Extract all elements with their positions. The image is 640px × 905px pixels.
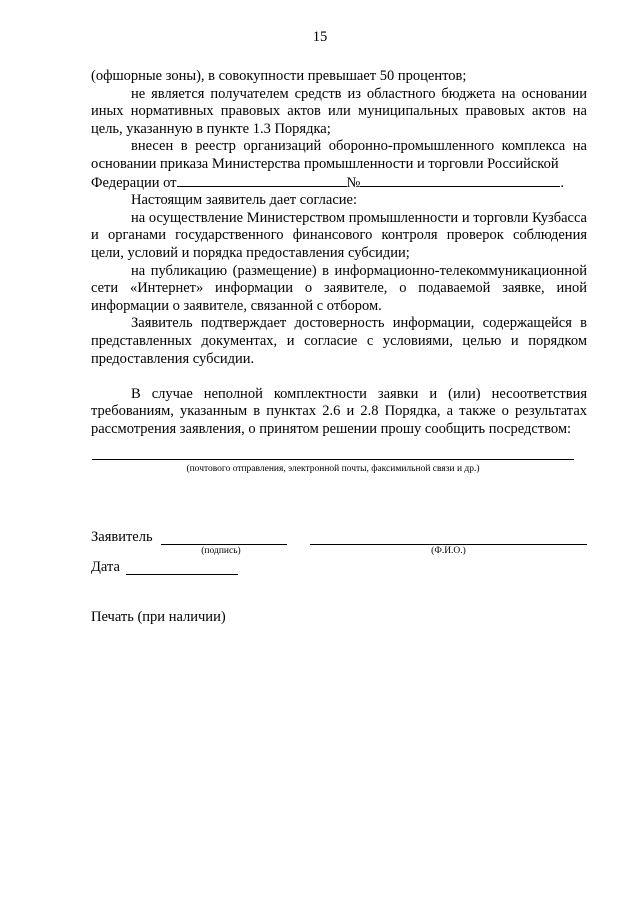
full-name-caption: (Ф.И.О.) <box>431 546 466 556</box>
registry-line-end: . <box>560 174 564 191</box>
paragraph-registry-date-line <box>91 174 587 193</box>
paragraph-consent-inspection: на осуществление Министерством промышленности и торговли Кузбасса и органами государственного финансового контроля проверок соблюдения цели, условий и порядка предоставления субсидии; <box>91 209 587 261</box>
paragraph-consent-intro: Настоящим заявитель дает согласие: <box>131 192 357 209</box>
signature-caption: (подпись) <box>201 546 241 556</box>
document-body <box>91 68 587 438</box>
seal-label: Печать (при наличии) <box>91 609 226 625</box>
paragraph-offshore: (офшорные зоны), в совокупности превышает 50 процентов; <box>91 68 467 84</box>
signature-line <box>161 544 287 545</box>
registry-date-blank <box>177 174 347 187</box>
full-name-line <box>310 544 587 545</box>
registry-number-blank <box>360 174 560 187</box>
applicant-label: Заявитель <box>91 529 153 545</box>
page-number: 15 <box>312 29 328 45</box>
paragraph-confirmation: Заявитель подтверждает достоверность информации, содержащейся в представленных документах, и согласие с условиями, целью и порядком предоставления субсидии. <box>91 315 587 367</box>
paragraph-registry: внесен в реестр организаций оборонно-промышленного комплекса на основании приказа Министерства промышленности и торговли Российской <box>91 138 587 172</box>
paragraph-budget: не является получателем средств из областного бюджета на основании иных нормативных правовых актов или муниципальных правовых актов на цель, указанную в пункте 1.3 Порядка; <box>91 85 587 137</box>
delivery-method-caption: (почтового отправления, электронной почты, факсимильной связи и др.) <box>186 464 480 474</box>
federation-date-label: Федерации от <box>91 174 177 191</box>
delivery-method-line <box>92 459 574 460</box>
date-label: Дата <box>91 559 120 575</box>
paragraph-incomplete-application: В случае неполной комплектности заявки и (или) несоответствия требованиям, указанным в пунктах 2.6 и 2.8 Порядка, а также о результатах рассмотрения заявления, о принятом решении прошу сообщить посредством: <box>91 385 587 437</box>
date-line <box>126 574 238 575</box>
paragraph-gap <box>91 368 587 386</box>
number-sign: № <box>346 174 361 191</box>
paragraph-consent-publication: на публикацию (размещение) в информационно-телекоммуникационной сети «Интернет» информации о заявителе, о подаваемой заявке, иной информации о заявителе, связанной с отбором. <box>91 262 587 314</box>
